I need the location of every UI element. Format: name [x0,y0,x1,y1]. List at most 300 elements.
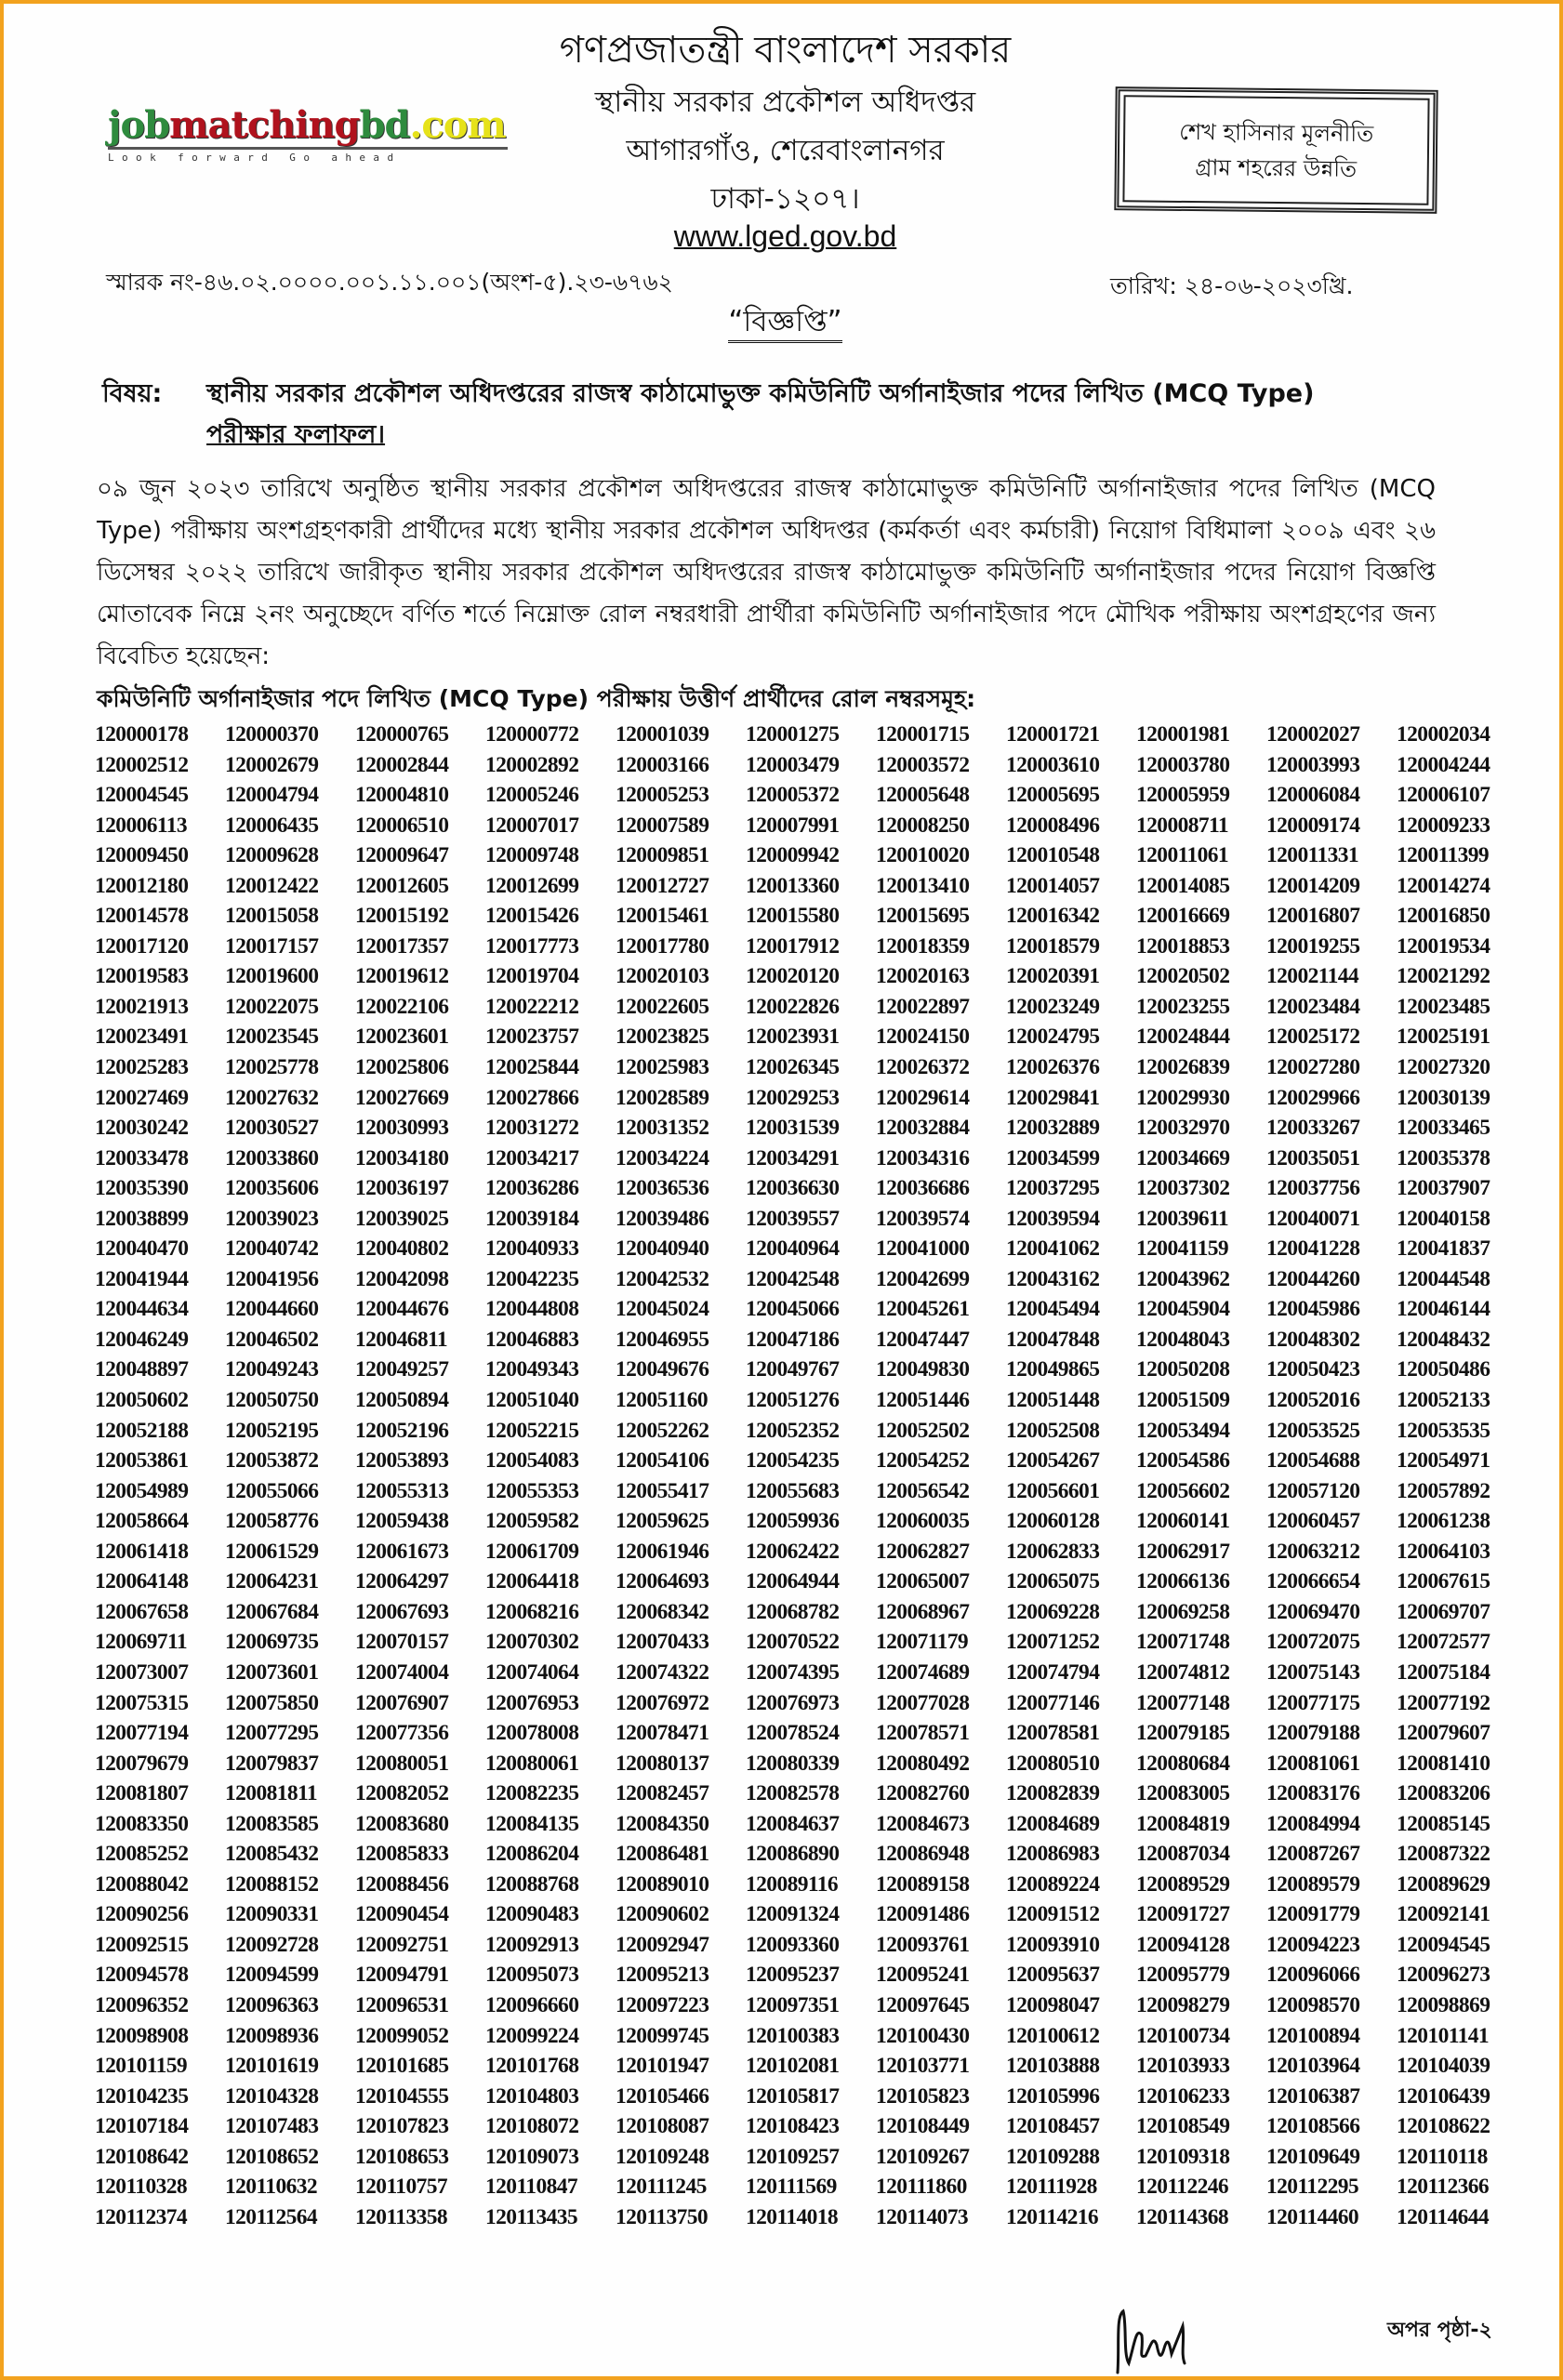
roll-number: 120020502 [1136,964,1230,989]
roll-number: 120089010 [616,1871,709,1897]
roll-number: 120015580 [746,904,840,929]
roll-number: 120056602 [1136,1478,1230,1503]
roll-number: 120077356 [355,1721,449,1746]
roll-number: 120016669 [1136,904,1230,929]
roll-number: 120068216 [485,1599,579,1624]
roll-number: 120039184 [485,1206,579,1231]
roll-number: 120039611 [1136,1206,1229,1231]
roll-number: 120014209 [1266,873,1360,898]
roll-number: 120047447 [876,1327,970,1352]
roll-number: 120010020 [876,843,970,868]
roll-number: 120022605 [616,994,709,1019]
roll-number: 120025778 [225,1055,319,1080]
roll-number: 120098047 [1006,1992,1100,2017]
roll-number: 120098570 [1266,1992,1360,2017]
roll-number: 120022075 [225,994,319,1019]
roll-number: 120049830 [876,1357,970,1382]
roll-number: 120109248 [616,2144,709,2169]
roll-number: 120024795 [1006,1025,1100,1050]
logo-part-job: job [108,103,170,147]
roll-number: 120080061 [485,1751,579,1776]
roll-number: 120088456 [355,1871,449,1897]
roll-number: 120022897 [876,994,970,1019]
roll-number: 120004810 [355,783,449,808]
roll-number: 120059625 [616,1509,709,1534]
roll-number: 120000765 [355,722,449,747]
roll-number: 120052508 [1006,1418,1100,1443]
government-title: গণপ্রজাতন্ত্রী বাংলাদেশ সরকার [559,29,1012,72]
roll-number: 120046883 [485,1327,579,1352]
roll-number: 120041159 [1136,1236,1229,1262]
motto-line-1: শেখ হাসিনার মূলনীতি [1179,118,1374,147]
roll-number: 120091324 [746,1902,840,1927]
roll-number: 120008250 [876,813,970,838]
roll-number: 120103964 [1266,2054,1360,2079]
roll-number: 120040802 [355,1236,449,1262]
roll-number: 120079185 [1136,1721,1230,1746]
roll-number: 120083005 [1136,1781,1230,1806]
roll-number: 120019704 [485,964,579,989]
roll-number: 120053861 [95,1448,189,1474]
roll-number: 120037302 [1136,1176,1230,1201]
roll-number: 120107184 [95,2114,189,2139]
logo-part-com: .com [409,103,506,147]
roll-number: 120051446 [876,1388,970,1413]
roll-number: 120095637 [1006,1963,1100,1988]
roll-number: 120103771 [876,2054,970,2079]
website-link[interactable]: www.lged.gov.bd [673,219,897,253]
roll-number: 120091727 [1136,1902,1230,1927]
roll-number: 120070522 [746,1630,840,1655]
office-address: আগারগাঁও, শেরেবাংলানগর [626,134,945,167]
roll-number: 120033465 [1397,1116,1490,1141]
roll-number: 120082578 [746,1781,840,1806]
roll-number: 120094545 [1397,1932,1490,1957]
notice-date: তারিখ: ২৪-০৬-২০২৩খ্রি. [1110,272,1354,299]
roll-number: 120031272 [485,1116,579,1141]
roll-number: 120061418 [95,1539,189,1564]
roll-number: 120023757 [485,1025,579,1050]
roll-number: 120064297 [355,1569,449,1594]
roll-number: 120035051 [1266,1145,1360,1170]
roll-number: 120097645 [876,1992,970,2017]
roll-number: 120012605 [355,873,449,898]
roll-number: 120069470 [1266,1599,1360,1624]
roll-number: 120023491 [95,1025,189,1050]
roll-number: 120086890 [746,1842,840,1867]
roll-number: 120017357 [355,933,449,959]
roll-number: 120108087 [616,2114,709,2139]
roll-number: 120094128 [1136,1932,1230,1957]
roll-number: 120062422 [746,1539,840,1564]
roll-number: 120041228 [1266,1236,1360,1262]
roll-number: 120017912 [746,933,840,959]
roll-number: 120023931 [746,1025,840,1050]
roll-number: 120092515 [95,1932,189,1957]
roll-number: 120001039 [616,722,709,747]
roll-number: 120041956 [225,1266,319,1291]
subject-text [206,374,1443,456]
roll-number: 120014057 [1006,873,1100,898]
roll-number: 120090454 [355,1902,449,1927]
roll-number: 120037907 [1397,1176,1490,1201]
roll-number: 120086948 [876,1842,970,1867]
roll-number: 120070157 [355,1630,449,1655]
roll-number: 120078581 [1006,1721,1100,1746]
roll-number: 120069735 [225,1630,319,1655]
subject-label: বিষয়: [102,379,163,408]
roll-number: 120084135 [485,1811,579,1836]
roll-number: 120071179 [876,1630,969,1655]
roll-number: 120058664 [95,1509,189,1534]
roll-number: 120047848 [1006,1327,1100,1352]
roll-number: 120073007 [95,1659,189,1685]
roll-number: 120084689 [1006,1811,1100,1836]
roll-number: 120046502 [225,1327,319,1352]
roll-number: 120023545 [225,1025,319,1050]
roll-number: 120079837 [225,1751,319,1776]
roll-number: 120112374 [95,2204,188,2229]
roll-number: 120063212 [1266,1539,1360,1564]
roll-number: 120074004 [355,1659,449,1685]
roll-number: 120081410 [1397,1751,1490,1776]
roll-number: 120054252 [876,1448,970,1474]
roll-number: 120027669 [355,1085,449,1110]
roll-number: 120070302 [485,1630,579,1655]
roll-number: 120045024 [616,1297,709,1322]
roll-number: 120089158 [876,1871,970,1897]
roll-number: 120064148 [95,1569,189,1594]
roll-number: 120046144 [1397,1297,1490,1322]
roll-number: 120052188 [95,1418,189,1443]
roll-number: 120090256 [95,1902,189,1927]
roll-number: 120022106 [355,994,449,1019]
roll-number: 120003610 [1006,752,1100,777]
roll-number: 120080137 [616,1751,709,1776]
office-name: স্থানীয় সরকার প্রকৌশল অধিদপ্তর [594,86,976,119]
roll-number: 120027320 [1397,1055,1490,1080]
motto-line-2: গ্রাম শহরের উন্নতি [1195,153,1358,182]
roll-number: 120100612 [1006,2023,1100,2048]
roll-number: 120057120 [1266,1478,1360,1503]
roll-number: 120040742 [225,1236,319,1262]
roll-number: 120039023 [225,1206,319,1231]
roll-number: 120096273 [1397,1963,1490,1988]
roll-number: 120104235 [95,2083,189,2109]
roll-number: 120079607 [1397,1721,1490,1746]
roll-number: 120050894 [355,1388,449,1413]
roll-number: 120048432 [1397,1327,1490,1352]
roll-number: 120002892 [485,752,579,777]
roll-number: 120085432 [225,1842,319,1867]
roll-number: 120025806 [355,1055,449,1080]
roll-number: 120077192 [1397,1690,1490,1715]
roll-number: 120026345 [746,1055,840,1080]
roll-number: 120044260 [1266,1266,1360,1291]
roll-number: 120110118 [1397,2144,1488,2169]
roll-number: 120044548 [1397,1266,1490,1291]
roll-number: 120034224 [616,1145,709,1170]
roll-number: 120087267 [1266,1842,1360,1867]
roll-number: 120109288 [1006,2144,1100,2169]
roll-number: 120036197 [355,1176,449,1201]
roll-number: 120081061 [1266,1751,1360,1776]
roll-number: 120022826 [746,994,840,1019]
roll-number: 120034599 [1006,1145,1100,1170]
roll-number: 120109649 [1266,2144,1360,2169]
roll-number: 120094223 [1266,1932,1360,1957]
roll-number: 120101159 [95,2054,188,2079]
roll-number: 120044634 [95,1297,189,1322]
motto-box [1114,86,1437,214]
roll-number: 120026376 [1006,1055,1100,1080]
roll-number: 120073601 [225,1659,319,1685]
roll-number: 120054267 [1006,1448,1100,1474]
roll-number: 120066136 [1136,1569,1230,1594]
roll-number: 120051276 [746,1388,840,1413]
roll-number: 120096066 [1266,1963,1360,1988]
roll-number: 120091779 [1266,1902,1360,1927]
roll-number: 120016342 [1006,904,1100,929]
roll-number: 120112564 [225,2204,318,2229]
roll-number: 120071252 [1006,1630,1100,1655]
roll-number: 120092141 [1397,1902,1490,1927]
roll-number: 120052016 [1266,1388,1360,1413]
roll-number: 120005959 [1136,783,1230,808]
roll-number: 120036630 [746,1176,840,1201]
roll-number: 120011399 [1397,843,1490,868]
roll-number: 120111569 [746,2175,837,2200]
roll-number: 120091486 [876,1902,970,1927]
roll-number: 120109257 [746,2144,840,2169]
roll-number: 120080684 [1136,1751,1230,1776]
roll-number: 120042532 [616,1266,709,1291]
roll-number: 120101768 [485,2054,579,2079]
roll-number: 120047186 [746,1327,840,1352]
roll-number: 120086983 [1006,1842,1100,1867]
roll-number: 120108457 [1006,2114,1100,2139]
roll-number-grid [95,720,1527,2232]
roll-number: 120109267 [876,2144,970,2169]
roll-number: 120023601 [355,1025,449,1050]
roll-number: 120061529 [225,1539,319,1564]
roll-number: 120098908 [95,2023,189,2048]
roll-number: 120098936 [225,2023,319,2048]
roll-number: 120018359 [876,933,970,959]
roll-number: 120056601 [1006,1478,1100,1503]
body-paragraph: ০৯ জুন ২০২৩ তারিখে অনুষ্ঠিত স্থানীয় সরকার প্রকৌশল অধিদপ্তরের রাজস্ব কাঠামোভুক্ত কমিউনিটি অর্গানাইজার পদের লিখিত (MCQ Type) পরীক্ষায় অংশগ্রহণকারী প্রার্থীদের মধ্যে স্থানীয় সরকার প্রকৌশল অধিদপ্তর (কর্মকর্তা এবং কর্মচারী) নিয়োগ বিধিমালা ২০০৯ এবং ২৬ ডিসেম্বর ২০২২ তারিখে জারীকৃত স্থানীয় সরকার প্রকৌশল অধিদপ্তরের রাজস্ব কাঠামোভুক্ত কমিউনিটি অর্গানাইজার পদের নিয়োগ বিজ্ঞপ্তি মোতাবেক নিম্নে ২নং অনুচ্ছেদে বর্ণিত শর্তে নিম্নোক্ত রোল নম্বরধারী প্রার্থীরা কমিউনিটি অর্গানাইজার পদে মৌখিক পরীক্ষায় অংশগ্রহণের জন্য বিবেচিত হয়েছেন: [97,475,1436,670]
roll-number: 120105823 [876,2083,970,2109]
roll-number: 120068342 [616,1599,709,1624]
roll-number: 120060457 [1266,1509,1360,1534]
roll-number: 120069707 [1397,1599,1490,1624]
roll-number: 120038899 [95,1206,189,1231]
roll-number: 120100430 [876,2023,970,2048]
roll-number: 120044808 [485,1297,579,1322]
roll-number: 120011061 [1136,843,1229,868]
roll-number: 120019534 [1397,933,1490,959]
roll-number: 120092728 [225,1932,319,1957]
roll-number: 120034180 [355,1145,449,1170]
roll-number: 120074812 [1136,1659,1230,1685]
roll-number: 120105817 [746,2083,840,2109]
roll-number: 120076953 [485,1690,579,1715]
roll-number: 120097223 [616,1992,709,2017]
subject-line-1: স্থানীয় সরকার প্রকৌশল অধিদপ্তরের রাজস্ব কাঠামোভুক্ত কমিউনিটি অর্গানাইজার পদের লিখিত (MCQ Type) [206,379,1315,408]
roll-number: 120077194 [95,1721,189,1746]
roll-number: 120064231 [225,1569,319,1594]
roll-number: 120101619 [225,2054,319,2079]
roll-number: 120002679 [225,752,319,777]
roll-number: 120051040 [485,1388,579,1413]
roll-number: 120110328 [95,2175,188,2200]
roll-number: 120015192 [355,904,449,929]
roll-number: 120039486 [616,1206,709,1231]
roll-number: 120086204 [485,1842,579,1867]
roll-number: 120053872 [225,1448,319,1474]
roll-number: 120106233 [1136,2083,1230,2109]
roll-number: 120061673 [355,1539,449,1564]
roll-number: 120050602 [95,1388,189,1413]
roll-number: 120029253 [746,1085,840,1110]
roll-number: 120108549 [1136,2114,1230,2139]
roll-number: 120065075 [1006,1569,1100,1594]
roll-number: 120088768 [485,1871,579,1897]
roll-number: 120004244 [1397,752,1490,777]
roll-number: 120045986 [1266,1297,1360,1322]
roll-number: 120059438 [355,1509,449,1534]
roll-number: 120046249 [95,1327,189,1352]
roll-number: 120092947 [616,1932,709,1957]
roll-number: 120039025 [355,1206,449,1231]
roll-number: 120036286 [485,1176,579,1201]
roll-number: 120110847 [485,2175,578,2200]
roll-number: 120039574 [876,1206,970,1231]
roll-number: 120084994 [1266,1811,1360,1836]
roll-number: 120109318 [1136,2144,1230,2169]
roll-number: 120019612 [355,964,449,989]
roll-number: 120075143 [1266,1659,1360,1685]
roll-number: 120099052 [355,2023,449,2048]
roll-number: 120069228 [1006,1599,1100,1624]
roll-number: 120014578 [95,904,189,929]
roll-number: 120101141 [1397,2023,1490,2048]
roll-number: 120008496 [1006,813,1100,838]
roll-number: 120113358 [355,2204,448,2229]
roll-number: 120054688 [1266,1448,1360,1474]
roll-number: 120076972 [616,1690,709,1715]
roll-number: 120040071 [1266,1206,1360,1231]
roll-number: 120094791 [355,1963,449,1988]
roll-number: 120103933 [1136,2054,1230,2079]
roll-number: 120026839 [1136,1055,1230,1080]
roll-number: 120067693 [355,1599,449,1624]
roll-number: 120036536 [616,1176,709,1201]
roll-number: 120068967 [876,1599,970,1624]
roll-number: 120094599 [225,1963,319,1988]
roll-number: 120051509 [1136,1388,1230,1413]
roll-number: 120003993 [1266,752,1360,777]
roll-number: 120006084 [1266,783,1360,808]
roll-number: 120072075 [1266,1630,1360,1655]
roll-number: 120101685 [355,2054,449,2079]
roll-number: 120014085 [1136,873,1230,898]
roll-number: 120062833 [1006,1539,1100,1564]
roll-number: 120060128 [1006,1509,1100,1534]
roll-number: 120007589 [616,813,709,838]
roll-number: 120067615 [1397,1569,1490,1594]
roll-number: 120061238 [1397,1509,1490,1534]
roll-number: 120044660 [225,1297,319,1322]
roll-number: 120033267 [1266,1116,1360,1141]
roll-number: 120082839 [1006,1781,1100,1806]
roll-number: 120081807 [95,1781,189,1806]
roll-number: 120098279 [1136,1992,1230,2017]
roll-number: 120114644 [1397,2204,1490,2229]
roll-number: 120095213 [616,1963,709,1988]
roll-number: 120009748 [485,843,579,868]
roll-number: 120041944 [95,1266,189,1291]
roll-number: 120034291 [746,1145,840,1170]
roll-number: 120024844 [1136,1025,1230,1050]
roll-number: 120049343 [485,1357,579,1382]
roll-number: 120025283 [95,1055,189,1080]
roll-number: 120110632 [225,2175,318,2200]
roll-number: 120071748 [1136,1630,1230,1655]
roll-number: 120108642 [95,2144,189,2169]
roll-number: 120024150 [876,1025,970,1050]
roll-number: 120077175 [1266,1690,1360,1715]
roll-number: 120023255 [1136,994,1230,1019]
roll-number: 120049243 [225,1357,319,1382]
roll-number: 120034316 [876,1145,970,1170]
roll-number: 120042098 [355,1266,449,1291]
roll-number: 120035606 [225,1176,319,1201]
roll-number: 120007991 [746,813,840,838]
roll-number: 120020103 [616,964,709,989]
roll-number: 120053494 [1136,1418,1230,1443]
roll-number: 120108566 [1266,2114,1360,2139]
roll-number: 120084637 [746,1811,840,1836]
next-page-note: অপর পৃষ্ঠা-২ [1387,2319,1492,2342]
roll-number: 120074322 [616,1659,709,1685]
roll-number: 120020120 [746,964,840,989]
roll-number: 120114460 [1266,2204,1359,2229]
roll-number: 120003572 [876,752,970,777]
roll-number: 120019600 [225,964,319,989]
roll-number: 120019255 [1266,933,1360,959]
roll-number: 120006113 [95,813,188,838]
roll-number: 120005372 [746,783,840,808]
roll-number: 120010548 [1006,843,1100,868]
roll-number: 120015461 [616,904,709,929]
roll-number: 120043162 [1006,1266,1100,1291]
roll-number: 120033860 [225,1145,319,1170]
roll-number: 120040933 [485,1236,579,1262]
roll-number: 120029841 [1006,1085,1100,1110]
roll-number: 120042699 [876,1266,970,1291]
roll-number: 120045261 [876,1297,970,1322]
roll-number: 120050750 [225,1388,319,1413]
roll-number: 120041062 [1006,1236,1100,1262]
roll-number: 120040470 [95,1236,189,1262]
roll-number: 120104328 [225,2083,319,2109]
roll-number: 120074689 [876,1659,970,1685]
roll-number: 120009942 [746,843,840,868]
roll-number: 120009450 [95,843,189,868]
roll-number: 120074794 [1006,1659,1100,1685]
roll-number: 120012727 [616,873,709,898]
